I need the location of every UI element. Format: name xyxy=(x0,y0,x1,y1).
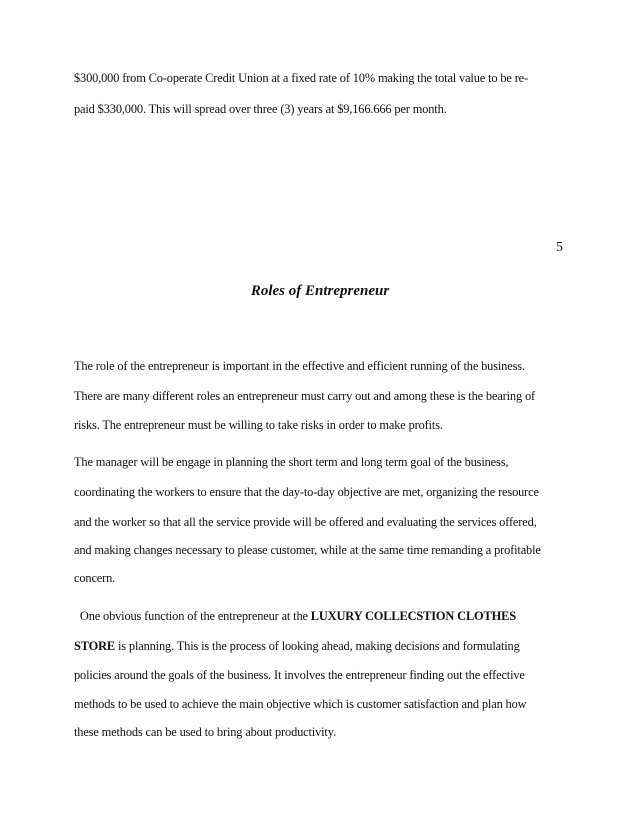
paragraph3-line-3: policies around the goals of the business. It involves the entrepreneur finding out the effective xyxy=(74,668,525,682)
paragraph3-line-4: methods to be used to achieve the main objective which is customer satisfaction and plan how xyxy=(74,697,527,711)
page-number: 5 xyxy=(556,240,563,255)
paragraph3-line-2-text: is planning. This is the process of looking ahead, making decisions and formulating xyxy=(115,639,520,653)
section-heading: Roles of Entrepreneur xyxy=(250,283,390,299)
paragraph3-line-2 xyxy=(74,638,520,654)
paragraph2-line-3: and the worker so that all the service provide will be offered and evaluating the services offered, xyxy=(74,515,537,529)
paragraph2-line-4: and making changes necessary to please customer, while at the same time remanding a profitable xyxy=(74,543,541,557)
top-paragraph-line-1: $300,000 from Co-operate Credit Union at a fixed rate of 10% making the total value to be re- xyxy=(74,71,528,85)
paragraph2-line-2: coordinating the workers to ensure that the day-to-day objective are met, organizing the resource xyxy=(74,485,539,499)
paragraph2-line-5: concern. xyxy=(74,571,116,585)
paragraph1-line-2: There are many different roles an entrepreneur must carry out and among these is the bearing of xyxy=(74,389,535,403)
paragraph3-line-5: these methods can be used to bring about productivity. xyxy=(74,725,336,739)
top-paragraph-line-2: paid $330,000. This will spread over three (3) years at $9,166.666 per month. xyxy=(74,102,447,116)
store-name-part-1: LUXURY COLLECSTION CLOTHES xyxy=(310,609,517,623)
store-name-part-2: STORE xyxy=(74,639,116,653)
paragraph2-line-1: The manager will be engage in planning the short term and long term goal of the business, xyxy=(74,455,509,469)
paragraph3-line-1-text: One obvious function of the entrepreneur at the xyxy=(74,609,311,623)
paragraph1-line-1: The role of the entrepreneur is important in the effective and efficient running of the business. xyxy=(74,359,525,373)
paragraph3-line-1 xyxy=(74,608,516,624)
paragraph1-line-3: risks. The entrepreneur must be willing to take risks in order to make profits. xyxy=(74,418,443,432)
